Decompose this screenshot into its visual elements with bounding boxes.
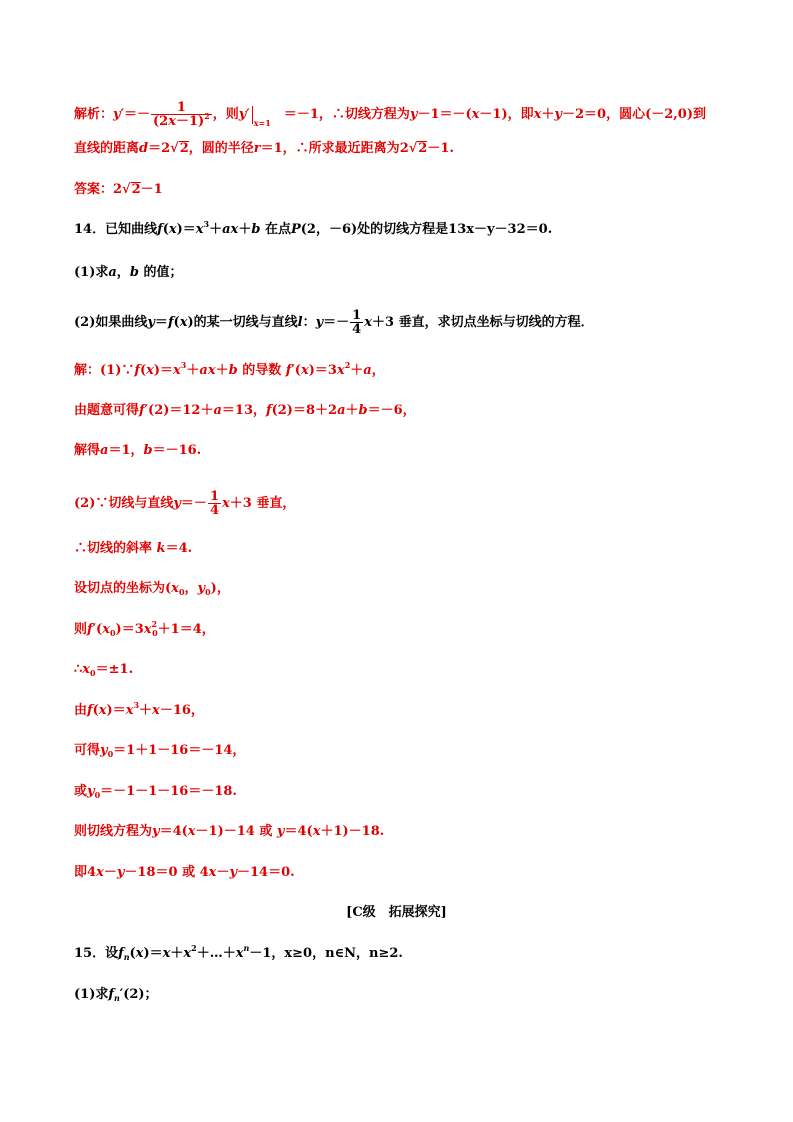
analysis-line-1: 解析：y′＝－ $\frac{1}{(2x-1)^2}$ ，则$y'_{x=1}$ ＝－1，∴切线方程为y－1＝－(x－1)，即x＋y－2＝0，圆心(－2,0)到 bbox=[74, 100, 706, 129]
solution-14-line-13: 即4x－y－18＝0 或 4x－y－14＝0. bbox=[74, 865, 295, 880]
section-c-title: [C级 拓展探究] bbox=[346, 905, 447, 920]
question-14-part-1: (1)求a，b 的值； bbox=[74, 265, 183, 280]
solution-14-line-4: (2)∵切线与直线y＝－ $\frac{1}{4}$ x＋3 垂直， bbox=[74, 489, 296, 518]
question-15-stem: 15．设$f_n(x)=x+x^2+\dots+x^n-1$，x≥0，n∈N，n≥2. bbox=[74, 943, 403, 962]
evaluation-bar: x=1 bbox=[252, 106, 271, 124]
fraction: $\frac{1}{(2x-1)^2}$ bbox=[153, 100, 210, 129]
solution-14-line-1: 解：$(1)\because f(x)=x^3+ax+b$ 的导数 $f'(x)=3x^2+a$， bbox=[74, 360, 385, 378]
solution-14-line-11: 或$y_0=-1-1-16=-18$. bbox=[74, 784, 237, 800]
solution-14-line-5: ∴切线的斜率 k＝4. bbox=[74, 541, 193, 556]
question-14-part-2: (2)如果曲线y＝f(x)的某一切线与直线l：y＝－ $\frac{1}{4}$ x＋3 垂直，求切点坐标与切线的方程． bbox=[74, 308, 594, 337]
analysis-label: 解析： bbox=[74, 107, 114, 122]
analysis-line-2: 直线的距离d＝2√2，圆的半径r＝1，∴所求最近距离为2√2－1. bbox=[74, 141, 454, 156]
question-14-stem: 14．已知曲线$f(x)=x^3+ax+b$ 在点P(2，－6)处的切线方程是13x－y－32＝0. bbox=[74, 219, 553, 237]
solution-14-line-7: 则$f'(x_0)=3x^2_0+1=4$， bbox=[74, 619, 215, 638]
solution-14-line-9: 由$f(x)=x^3+x-16$， bbox=[74, 700, 204, 718]
question-15-part-1: (1)求$f_n'(2)$； bbox=[74, 987, 158, 1003]
solution-14-line-10: 可得$y_0=1+1-16=-14$， bbox=[74, 743, 246, 759]
solution-14-line-8: $\therefore x_0=\pm 1$. bbox=[74, 662, 134, 678]
solution-14-line-12: 则切线方程为y＝4(x－1)－14 或 y＝4(x＋1)－18. bbox=[74, 824, 385, 839]
solution-14-line-3: 解得a＝1，b＝－16. bbox=[74, 443, 202, 458]
answer-13: 答案：2√2－1 bbox=[74, 182, 163, 197]
solution-14-line-6: 设切点的坐标为($x_0$，$y_0$)， bbox=[74, 581, 230, 597]
solution-14-line-2: 由题意可得f′(2)＝12＋a＝13，f(2)＝8＋2a＋b＝－6， bbox=[74, 403, 416, 418]
